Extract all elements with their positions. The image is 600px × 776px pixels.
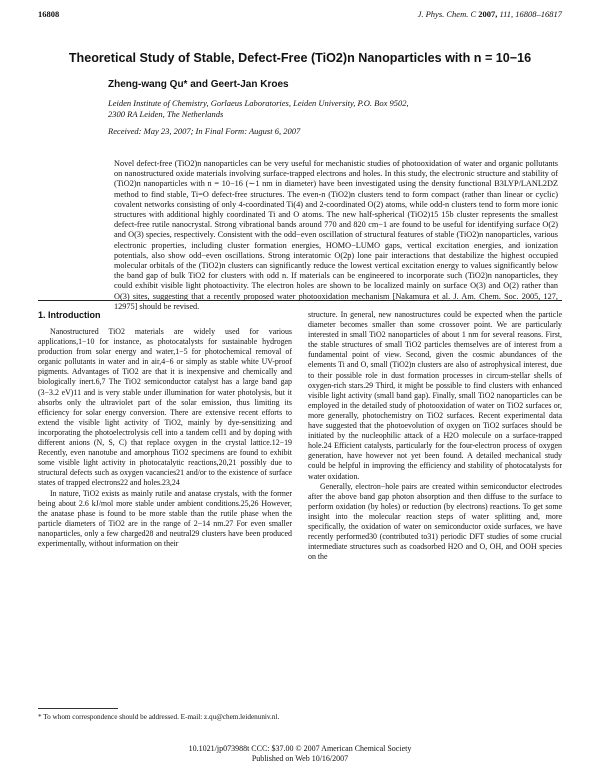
- correspondence-footnote: * To whom correspondence should be addressed. E-mail: z.qu@chem.leidenuniv.nl.: [38, 713, 280, 721]
- received-dates: Received: May 23, 2007; In Final Form: August 6, 2007: [108, 126, 301, 136]
- intro-paragraph-3: structure. In general, new nanostructures could be expected when the particle diameter becomes smaller than some crossover point. We are particularly interested in small TiO2 nanoparticles of about 1 nm for several reasons. First, the stable structures of small TiO2 particles themselves are of interest from a fundamental point of view. Second, given the cosmic abundances of the elements Ti and O, small (TiO2)n clusters are also of astrophysical interest, due to their possible role in dust formation processes in circum-stellar shells of oxygen-rich stars.29 Third, it might be possible to find clusters with enhanced visible light activity (small band gap). Finally, small TiO2 nanoparticles can be employed in the detailed study of photooxidation of water on TiO2 surfaces or, more generally, photochemistry on TiO2 surfaces. Recent experimental data have suggested that the photoevolution of oxygen on TiO2 surfaces should be initiated by the nucleophilic attack of a H2O molecule on a surface-trapped hole.24 Efficient catalysts, particularly for the four-electron process of oxygen generation, have however not yet been found. A detailed mechanical study could be helpful in improving the efficiency and stability of photocatalysts for water oxidation.: [308, 310, 562, 481]
- journal-year: 2007,: [478, 9, 498, 19]
- running-header: [38, 7, 562, 21]
- right-column: [308, 310, 562, 735]
- intro-paragraph-2: In nature, TiO2 exists as mainly rutile and anatase crystals, with the former being about 2.6 kJ/mol more stable under ambient conditions.25,26 However, the anatase phase is found to be more stable than the rutile phase when the particle diameters of TiO2 are in the range of 2−14 nm.27 For even smaller nanoparticles, only a few charged28 and neutral29 clusters have been produced experimentally, without information on their: [38, 488, 292, 548]
- published-line: Published on Web 10/16/2007: [251, 754, 349, 763]
- intro-paragraph-4: Generally, electron−hole pairs are created within semiconductor electrodes after the above band gap photon absorption and then diffuse to the surface to perform oxidation (by holes) or reduction (by electrons) reactions. To get some insight into the molecular reaction steps of water splitting and, more specifically, the oxidation of water on semiconductor oxide surfaces, we have recently performed30 (contributed to31) periodic DFT studies of some crucial intermediate structures such as coadsorbed H2O and O, OH, and OOH species on the: [308, 481, 562, 562]
- journal-name: J. Phys. Chem. C: [417, 9, 477, 19]
- affiliation-line-1: Leiden Institute of Chemistry, Gorlaeus Laboratories, Leiden University, P.O. Box 9502,: [108, 98, 409, 108]
- journal-citation: [418, 7, 562, 21]
- article-authors: Zheng-wang Qu* and Geert-Jan Kroes: [108, 79, 289, 90]
- section-divider: [38, 300, 562, 301]
- intro-paragraph-1: Nanostructured TiO2 materials are widely used for various applications,1−10 for instance, as photocatalysts for sustainable hydrogen production from solar energy and water,1−5 for photochemical removal of organic pollutants in water and in air,4−6 or simply as stable white UV-proof pigments. Advantages of TiO2 are that it is inexpensive and chemically and biologically inert.6,7 The TiO2 semiconductor catalyst has a large band gap (3−3.2 eV)11 and is very stable under illumination for water photolysis, but it absorbs only the ultraviolet part of the solar emission, thus limiting its efficiency for solar energy conversion. There are extensive recent efforts to extend the visible light activity of TiO2, mainly by dye-sensitizing and incorporating the photoelectrolysis cell into a tandem cell1 and by doping with different anions (N, S, C) that replace oxygen in the crystal lattice.12−19 Recently, even nanotube and amorphous TiO2 specimens are found to exhibit some visible light activity in photocatalytic reactions,20,21 possibly due to structural defects such as oxygen vacancies21 and/or to the existence of surface states of trapped electrons22 and holes.23,24: [38, 327, 292, 488]
- affiliation-line-2: 2300 RA Leiden, The Netherlands: [108, 109, 224, 119]
- abstract: Novel defect-free (TiO2)n nanoparticles can be very useful for mechanistic studies of photooxidation of water and organic pollutants on nanostructured oxide materials involving surface-trapped electrons and holes. In this study, the electronic structure and stability of (TiO2)n nanoparticles with n = 10−16 (∼1 nm in diameter) have been investigated using the density functional B3LYP/LANL2DZ method to find stable, Ti=O defect-free structures. The even-n (TiO2)n clusters tend to form compact (rather than linear or cyclic) covalent networks consisting of only 4-coordinated Ti(4) and 2-coordinated O(2) atoms, while odd-n clusters tend to form more ionic structures with additional highly coordinated Ti and O atoms. The new half-spherical (TiO2)15 15b cluster represents the smallest defect-free rutile nanocrystal. Strong vibrational bands around 770 and 820 cm−1 are found to be useful for identifying surface O(2) and O(3) species, respectively. Consistent with the odd−even oscillation of structural features of stable (TiO2)n nanoparticles, various electronic properties, including cluster formation energies, HOMO−LUMO gaps, vertical excitation energies, and ionization potentials, also show odd−even oscillations. Strong interatomic O(2p) lone pair interactions that destabilize the highest occupied molecular orbitals of the (TiO2)n clusters can significantly reduce the lowest vertical excitation energy to values significantly below the band gap of bulk TiO2 for clusters with odd n. If materials can be engineered to incorporate such (TiO2)n nanoparticles, they could exhibit visible light photoactivity. The electron holes are shown to be localized mainly on surface O(3) and O(2) rather than O(3) sites, suggesting that a recently proposed water photooxidation mechanism [Nakamura et al. J. Am. Chem. Soc. 2005, 127, 12975] should be revised.: [114, 159, 558, 311]
- doi-line: 10.1021/jp073988t CCC: $37.00 © 2007 American Chemical Society: [188, 744, 412, 753]
- page-number: 16808: [38, 9, 60, 19]
- journal-volume: 111,: [499, 9, 514, 19]
- journal-pages: 16808–16817: [515, 9, 562, 19]
- page-footer: [0, 744, 600, 764]
- left-column: [38, 310, 292, 640]
- article-title: Theoretical Study of Stable, Defect-Free (TiO2)n Nanoparticles with n = 10−16: [68, 51, 532, 65]
- section-heading-introduction: 1. Introduction: [38, 310, 101, 320]
- footnote-divider: [38, 708, 118, 709]
- author-affiliation: [108, 98, 528, 120]
